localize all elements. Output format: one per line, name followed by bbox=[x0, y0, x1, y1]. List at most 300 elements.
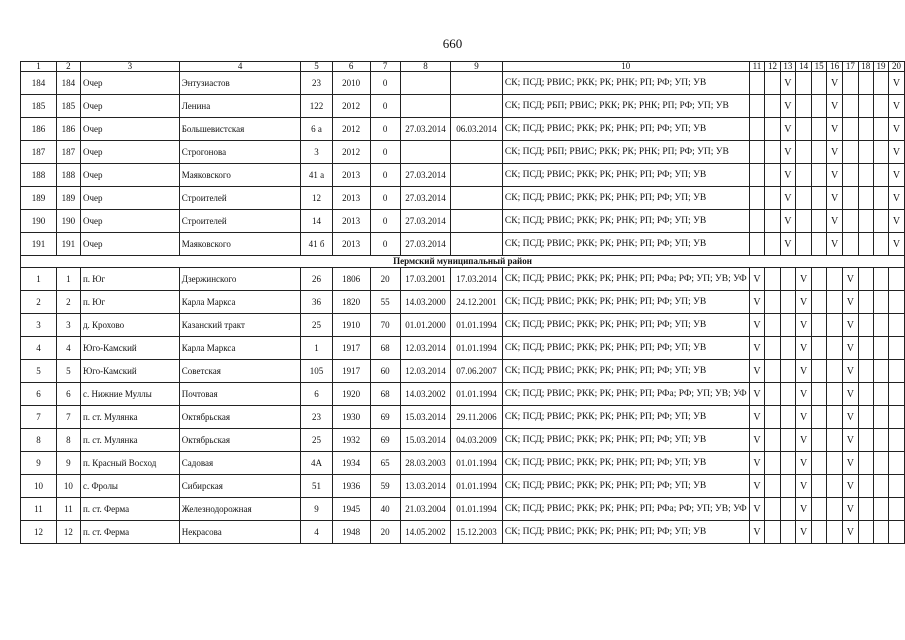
table-cell: 6 bbox=[301, 383, 332, 406]
table-cell bbox=[827, 429, 843, 452]
table-cell: 1 bbox=[21, 268, 57, 291]
table-cell bbox=[780, 314, 796, 337]
table-cell bbox=[765, 498, 780, 521]
table-cell: Очер bbox=[80, 233, 179, 256]
table-cell bbox=[858, 164, 873, 187]
table-cell bbox=[451, 141, 503, 164]
table-cell: 1930 bbox=[332, 406, 370, 429]
table-cell bbox=[858, 314, 873, 337]
table-cell: 20 bbox=[370, 521, 400, 544]
table-cell: 10 bbox=[21, 475, 57, 498]
table-cell: 1 bbox=[56, 268, 80, 291]
table-cell: 6 bbox=[56, 383, 80, 406]
column-header: 4 bbox=[179, 62, 301, 72]
table-cell: 27.03.2014 bbox=[400, 233, 450, 256]
table-cell bbox=[749, 164, 765, 187]
table-cell bbox=[812, 406, 827, 429]
table-cell bbox=[873, 72, 888, 95]
table-cell: Карла Маркса bbox=[179, 291, 301, 314]
table-cell bbox=[873, 498, 888, 521]
table-cell: 68 bbox=[370, 337, 400, 360]
table-cell bbox=[858, 521, 873, 544]
table-row bbox=[21, 72, 905, 95]
table-cell: 2013 bbox=[332, 164, 370, 187]
table-cell: 14.03.2002 bbox=[400, 383, 450, 406]
table-cell: 07.06.2007 bbox=[451, 360, 503, 383]
table-cell: V bbox=[889, 187, 905, 210]
table-cell: V bbox=[749, 475, 765, 498]
table-cell: 0 bbox=[370, 164, 400, 187]
table-cell: СК; ПСД; РБП; РВИС; РКК; РК; РНК; РП; РФ; УП; УВ bbox=[502, 141, 749, 164]
table-cell: 7 bbox=[21, 406, 57, 429]
table-row bbox=[21, 452, 905, 475]
table-cell bbox=[812, 383, 827, 406]
table-row bbox=[21, 406, 905, 429]
table-row bbox=[21, 291, 905, 314]
table-row bbox=[21, 475, 905, 498]
table-cell: Почтовая bbox=[179, 383, 301, 406]
table-cell: 4А bbox=[301, 452, 332, 475]
table-cell bbox=[827, 337, 843, 360]
table-cell: Строителей bbox=[179, 210, 301, 233]
table-cell: 3 bbox=[56, 314, 80, 337]
table-cell: 9 bbox=[21, 452, 57, 475]
table-cell bbox=[780, 291, 796, 314]
table-cell: СК; ПСД; РВИС; РКК; РК; РНК; РП; РФ; УП; УВ bbox=[502, 452, 749, 475]
table-cell: V bbox=[796, 383, 812, 406]
table-cell: 27.03.2014 bbox=[400, 164, 450, 187]
table-cell: СК; ПСД; РВИС; РКК; РК; РНК; РП; РФа; РФ; УП; УВ; УФ bbox=[502, 268, 749, 291]
table-cell: 105 bbox=[301, 360, 332, 383]
table-cell: V bbox=[780, 118, 796, 141]
table-cell: Октябрьская bbox=[179, 429, 301, 452]
table-cell bbox=[842, 118, 858, 141]
table-cell bbox=[765, 268, 780, 291]
table-cell: V bbox=[827, 210, 843, 233]
table-cell: 5 bbox=[21, 360, 57, 383]
table-cell: 24.12.2001 bbox=[451, 291, 503, 314]
table-cell: V bbox=[780, 95, 796, 118]
column-header: 3 bbox=[80, 62, 179, 72]
table-cell bbox=[873, 118, 888, 141]
table-cell: V bbox=[889, 233, 905, 256]
table-cell bbox=[858, 406, 873, 429]
table-cell: 59 bbox=[370, 475, 400, 498]
table-cell: 2012 bbox=[332, 95, 370, 118]
column-header: 5 bbox=[301, 62, 332, 72]
table-cell bbox=[796, 95, 812, 118]
table-cell: 21.03.2004 bbox=[400, 498, 450, 521]
table-cell: 1932 bbox=[332, 429, 370, 452]
table-cell: V bbox=[780, 187, 796, 210]
table-cell bbox=[827, 383, 843, 406]
table-row bbox=[21, 429, 905, 452]
table-cell: п. ст. Ферма bbox=[80, 521, 179, 544]
table-cell: V bbox=[842, 360, 858, 383]
table-cell: 27.03.2014 bbox=[400, 210, 450, 233]
table-cell: Очер bbox=[80, 72, 179, 95]
table-cell bbox=[749, 95, 765, 118]
table-cell: V bbox=[780, 233, 796, 256]
table-cell bbox=[889, 406, 905, 429]
table-cell bbox=[873, 95, 888, 118]
table-cell bbox=[842, 187, 858, 210]
table-cell bbox=[765, 118, 780, 141]
table-cell bbox=[796, 141, 812, 164]
table-cell: СК; ПСД; РВИС; РКК; РК; РНК; РП; РФ; УП; УВ bbox=[502, 337, 749, 360]
table-cell bbox=[765, 429, 780, 452]
table-cell bbox=[780, 475, 796, 498]
table-cell bbox=[451, 164, 503, 187]
table-cell: 04.03.2009 bbox=[451, 429, 503, 452]
table-cell: п. ст. Мулянка bbox=[80, 406, 179, 429]
table-cell bbox=[858, 360, 873, 383]
table-cell bbox=[827, 475, 843, 498]
table-cell: V bbox=[749, 383, 765, 406]
table-cell: 2 bbox=[21, 291, 57, 314]
table-cell: 41 а bbox=[301, 164, 332, 187]
table-cell: Советская bbox=[179, 360, 301, 383]
table-cell: V bbox=[749, 429, 765, 452]
table-cell: V bbox=[827, 118, 843, 141]
table-cell: 27.03.2014 bbox=[400, 187, 450, 210]
table-cell: 70 bbox=[370, 314, 400, 337]
table-cell bbox=[812, 291, 827, 314]
table-cell: 0 bbox=[370, 233, 400, 256]
table-cell: Большевистская bbox=[179, 118, 301, 141]
table-cell: Очер bbox=[80, 141, 179, 164]
table-cell: с. Фролы bbox=[80, 475, 179, 498]
table-cell bbox=[873, 406, 888, 429]
table-cell: 36 bbox=[301, 291, 332, 314]
table-cell bbox=[873, 429, 888, 452]
table-cell bbox=[780, 337, 796, 360]
table-cell: Очер bbox=[80, 187, 179, 210]
table-cell: СК; ПСД; РВИС; РКК; РК; РНК; РП; РФ; УП; УВ bbox=[502, 475, 749, 498]
table-cell: 2012 bbox=[332, 118, 370, 141]
table-cell: V bbox=[796, 521, 812, 544]
table-cell bbox=[842, 164, 858, 187]
table-cell: 1806 bbox=[332, 268, 370, 291]
table-cell: Карла Маркса bbox=[179, 337, 301, 360]
table-cell bbox=[858, 210, 873, 233]
table-cell: 8 bbox=[21, 429, 57, 452]
table-cell: V bbox=[749, 498, 765, 521]
table-cell: 01.01.1994 bbox=[451, 314, 503, 337]
table-cell: 12 bbox=[56, 521, 80, 544]
table-cell: 23 bbox=[301, 406, 332, 429]
table-cell: Строителей bbox=[179, 187, 301, 210]
table-cell: 27.03.2014 bbox=[400, 118, 450, 141]
table-cell: V bbox=[749, 314, 765, 337]
table-cell bbox=[451, 210, 503, 233]
table-cell: 25 bbox=[301, 314, 332, 337]
table-cell: Юго-Камский bbox=[80, 360, 179, 383]
table-cell bbox=[873, 452, 888, 475]
table-body bbox=[21, 62, 905, 544]
table-cell: V bbox=[842, 406, 858, 429]
table-cell bbox=[889, 475, 905, 498]
table-cell: V bbox=[796, 360, 812, 383]
column-header: 11 bbox=[749, 62, 765, 72]
table-cell: 191 bbox=[56, 233, 80, 256]
table-row bbox=[21, 521, 905, 544]
table-cell bbox=[812, 429, 827, 452]
table-cell: 189 bbox=[56, 187, 80, 210]
table-cell: СК; ПСД; РВИС; РКК; РК; РНК; РП; РФ; УП; УВ bbox=[502, 72, 749, 95]
table-cell bbox=[812, 95, 827, 118]
table-cell: 187 bbox=[21, 141, 57, 164]
column-header: 16 bbox=[827, 62, 843, 72]
table-cell: V bbox=[796, 314, 812, 337]
table-cell bbox=[858, 475, 873, 498]
table-cell bbox=[812, 498, 827, 521]
table-cell bbox=[873, 360, 888, 383]
table-cell: V bbox=[796, 429, 812, 452]
table-cell: Октябрьская bbox=[179, 406, 301, 429]
table-cell: д. Крохово bbox=[80, 314, 179, 337]
table-cell bbox=[812, 187, 827, 210]
table-cell: V bbox=[749, 521, 765, 544]
table-row bbox=[21, 118, 905, 141]
table-cell bbox=[749, 210, 765, 233]
table-cell: СК; ПСД; РВИС; РКК; РК; РНК; РП; РФа; РФ; УП; УВ; УФ bbox=[502, 383, 749, 406]
table-cell bbox=[827, 268, 843, 291]
table-cell: Некрасова bbox=[179, 521, 301, 544]
table-cell bbox=[858, 95, 873, 118]
table-cell bbox=[749, 233, 765, 256]
table-cell bbox=[858, 118, 873, 141]
table-cell: 23 bbox=[301, 72, 332, 95]
table-cell: 01.01.1994 bbox=[451, 498, 503, 521]
table-cell: 01.01.1994 bbox=[451, 475, 503, 498]
table-cell bbox=[451, 95, 503, 118]
table-cell: 188 bbox=[21, 164, 57, 187]
table-cell bbox=[889, 268, 905, 291]
table-cell bbox=[873, 141, 888, 164]
table-cell: 9 bbox=[301, 498, 332, 521]
table-cell: V bbox=[842, 291, 858, 314]
table-cell bbox=[796, 164, 812, 187]
table-cell: 1917 bbox=[332, 360, 370, 383]
table-cell: V bbox=[889, 72, 905, 95]
table-cell bbox=[749, 141, 765, 164]
table-cell: Дзержинского bbox=[179, 268, 301, 291]
table-cell: 0 bbox=[370, 210, 400, 233]
column-header: 2 bbox=[56, 62, 80, 72]
table-cell: V bbox=[842, 429, 858, 452]
table-cell: V bbox=[796, 268, 812, 291]
table-cell: 12.03.2014 bbox=[400, 360, 450, 383]
table-cell bbox=[812, 72, 827, 95]
table-cell: 12 bbox=[301, 187, 332, 210]
table-cell bbox=[812, 360, 827, 383]
table-cell: 2 bbox=[56, 291, 80, 314]
table-cell: Энтузиастов bbox=[179, 72, 301, 95]
table-cell: п. Красный Восход bbox=[80, 452, 179, 475]
table-cell: 01.01.1994 bbox=[451, 337, 503, 360]
table-cell: V bbox=[796, 452, 812, 475]
table-cell bbox=[812, 521, 827, 544]
table-cell bbox=[842, 141, 858, 164]
table-cell bbox=[827, 498, 843, 521]
table-cell bbox=[812, 210, 827, 233]
table-cell bbox=[812, 337, 827, 360]
table-cell: СК; ПСД; РВИС; РКК; РК; РНК; РП; РФ; УП; УВ bbox=[502, 118, 749, 141]
table-cell: СК; ПСД; РВИС; РКК; РК; РНК; РП; РФ; УП; УВ bbox=[502, 291, 749, 314]
table-cell: V bbox=[827, 95, 843, 118]
table-cell bbox=[765, 141, 780, 164]
table-cell bbox=[796, 72, 812, 95]
table-cell: V bbox=[827, 141, 843, 164]
table-cell bbox=[858, 452, 873, 475]
table-cell: 17.03.2001 bbox=[400, 268, 450, 291]
table-cell: с. Нижние Муллы bbox=[80, 383, 179, 406]
table-cell: СК; ПСД; РВИС; РКК; РК; РНК; РП; РФ; УП; УВ bbox=[502, 429, 749, 452]
table-cell: 12.03.2014 bbox=[400, 337, 450, 360]
table-row bbox=[21, 314, 905, 337]
table-cell: Маяковского bbox=[179, 233, 301, 256]
table-cell: п. Юг bbox=[80, 291, 179, 314]
table-cell bbox=[858, 291, 873, 314]
table-cell bbox=[889, 291, 905, 314]
table-cell: V bbox=[796, 406, 812, 429]
table-cell: Садовая bbox=[179, 452, 301, 475]
table-cell bbox=[842, 210, 858, 233]
table-cell: V bbox=[780, 141, 796, 164]
table-cell: 2012 bbox=[332, 141, 370, 164]
table-cell: 4 bbox=[21, 337, 57, 360]
table-row bbox=[21, 210, 905, 233]
table-cell bbox=[780, 498, 796, 521]
table-cell: 3 bbox=[301, 141, 332, 164]
table-cell: V bbox=[749, 337, 765, 360]
table-cell: 11 bbox=[56, 498, 80, 521]
column-header: 8 bbox=[400, 62, 450, 72]
table-cell bbox=[796, 118, 812, 141]
table-cell: 7 bbox=[56, 406, 80, 429]
table-cell bbox=[812, 141, 827, 164]
table-cell bbox=[858, 233, 873, 256]
table-cell: V bbox=[842, 498, 858, 521]
table-cell: Очер bbox=[80, 164, 179, 187]
table-cell bbox=[812, 475, 827, 498]
table-cell bbox=[873, 268, 888, 291]
table-cell bbox=[889, 337, 905, 360]
table-cell bbox=[858, 383, 873, 406]
table-cell: 26 bbox=[301, 268, 332, 291]
table-cell bbox=[873, 187, 888, 210]
table-cell: 1 bbox=[301, 337, 332, 360]
section-title: Пермский муниципальный район bbox=[21, 256, 905, 268]
table-cell: 4 bbox=[301, 521, 332, 544]
table-cell: Ленина bbox=[179, 95, 301, 118]
table-cell: 5 bbox=[56, 360, 80, 383]
table-cell bbox=[765, 406, 780, 429]
table-cell: 8 bbox=[56, 429, 80, 452]
table-cell bbox=[765, 314, 780, 337]
table-cell: 188 bbox=[56, 164, 80, 187]
table-cell bbox=[858, 187, 873, 210]
column-header: 18 bbox=[858, 62, 873, 72]
table-row bbox=[21, 337, 905, 360]
table-cell bbox=[765, 383, 780, 406]
table-cell: 17.03.2014 bbox=[451, 268, 503, 291]
table-cell: 1820 bbox=[332, 291, 370, 314]
table-cell: п. Юг bbox=[80, 268, 179, 291]
table-cell: СК; ПСД; РБП; РВИС; РКК; РК; РНК; РП; РФ; УП; УВ bbox=[502, 95, 749, 118]
column-header: 15 bbox=[812, 62, 827, 72]
table-cell: 3 bbox=[21, 314, 57, 337]
table-cell: V bbox=[889, 141, 905, 164]
table-cell: 69 bbox=[370, 406, 400, 429]
column-header: 9 bbox=[451, 62, 503, 72]
table-row bbox=[21, 383, 905, 406]
table-cell: 14.03.2000 bbox=[400, 291, 450, 314]
table-cell: 184 bbox=[56, 72, 80, 95]
table-cell bbox=[765, 72, 780, 95]
table-cell bbox=[858, 141, 873, 164]
table-cell bbox=[812, 314, 827, 337]
table-cell: V bbox=[749, 406, 765, 429]
table-cell: Очер bbox=[80, 118, 179, 141]
table-cell: Очер bbox=[80, 210, 179, 233]
table-cell: 1910 bbox=[332, 314, 370, 337]
table-cell: Юго-Камский bbox=[80, 337, 179, 360]
table-cell bbox=[765, 521, 780, 544]
table-cell: СК; ПСД; РВИС; РКК; РК; РНК; РП; РФ; УП; УВ bbox=[502, 164, 749, 187]
table-cell: Строгонова bbox=[179, 141, 301, 164]
table-cell: СК; ПСД; РВИС; РКК; РК; РНК; РП; РФ; УП; УВ bbox=[502, 187, 749, 210]
table-cell: 0 bbox=[370, 141, 400, 164]
table-cell: п. ст. Ферма bbox=[80, 498, 179, 521]
table-cell bbox=[400, 72, 450, 95]
page-number: 660 bbox=[442, 36, 463, 51]
table-cell: 41 б bbox=[301, 233, 332, 256]
table-cell: 01.01.2000 bbox=[400, 314, 450, 337]
table-cell: 4 bbox=[56, 337, 80, 360]
table-row bbox=[21, 233, 905, 256]
table-cell: 11 bbox=[21, 498, 57, 521]
table-cell: 2013 bbox=[332, 233, 370, 256]
table-cell bbox=[780, 268, 796, 291]
table-cell: 25 bbox=[301, 429, 332, 452]
table-cell bbox=[858, 337, 873, 360]
table-row bbox=[21, 95, 905, 118]
table-cell: 190 bbox=[56, 210, 80, 233]
table-row bbox=[21, 268, 905, 291]
table-cell: 2013 bbox=[332, 210, 370, 233]
data-table bbox=[20, 61, 905, 544]
table-cell bbox=[858, 268, 873, 291]
column-header: 12 bbox=[765, 62, 780, 72]
table-cell: V bbox=[780, 210, 796, 233]
table-cell: V bbox=[796, 498, 812, 521]
table-cell: 185 bbox=[56, 95, 80, 118]
table-cell: 06.03.2014 bbox=[451, 118, 503, 141]
table-cell: СК; ПСД; РВИС; РКК; РК; РНК; РП; РФ; УП; УВ bbox=[502, 521, 749, 544]
table-cell bbox=[749, 187, 765, 210]
table-cell: 20 bbox=[370, 268, 400, 291]
table-cell: V bbox=[749, 360, 765, 383]
table-cell bbox=[451, 233, 503, 256]
table-cell: 29.11.2006 bbox=[451, 406, 503, 429]
column-header: 20 bbox=[889, 62, 905, 72]
table-cell: 51 bbox=[301, 475, 332, 498]
table-cell: 2013 bbox=[332, 187, 370, 210]
table-cell: 1920 bbox=[332, 383, 370, 406]
table-cell bbox=[812, 452, 827, 475]
